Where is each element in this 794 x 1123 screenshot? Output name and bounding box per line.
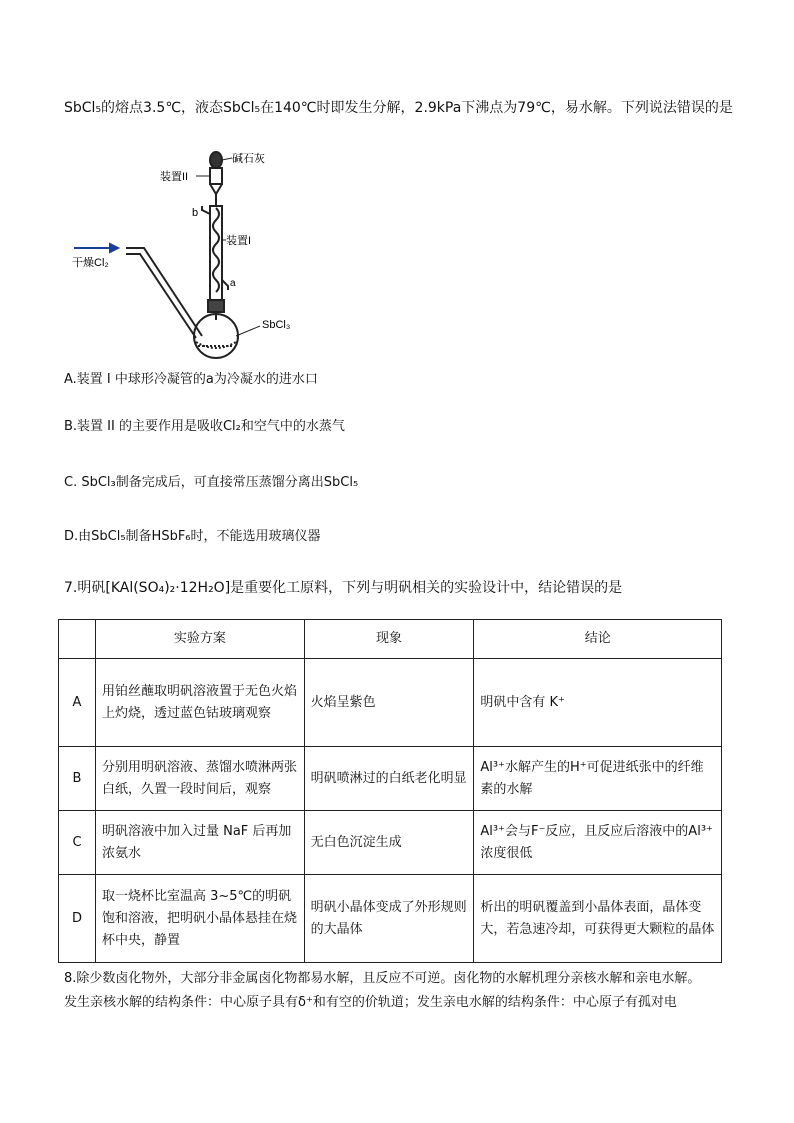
header-phenomenon: 现象 — [304, 620, 474, 659]
row-conclusion: Al³⁺会与F⁻反应，且反应后溶液中的Al³⁺浓度很低 — [474, 811, 722, 875]
round-flask — [194, 300, 238, 358]
row-label: C — [59, 811, 96, 875]
row-conclusion: 析出的明矾覆盖到小晶体表面，晶体变大，若急速冷却，可获得更大颗粒的晶体 — [474, 875, 722, 963]
row-phenomenon: 明矾喷淋过的白纸老化明显 — [304, 747, 474, 811]
header-plan: 实验方案 — [95, 620, 304, 659]
row-phenomenon: 火焰呈紫色 — [304, 659, 474, 747]
table-row — [59, 747, 722, 811]
header-blank — [59, 620, 96, 659]
label-device-1: 装置I — [226, 235, 252, 247]
question-8-line-2: 发生亲核水解的结构条件：中心原子具有δ⁺和有空的价轨道；发生亲电水解的结构条件：中心原子有孤对电 — [64, 995, 677, 1010]
label-port-b: b — [192, 207, 199, 219]
label-sbcl3: SbCl₃ — [262, 319, 291, 331]
experiment-table — [58, 619, 722, 963]
row-plan: 取一烧杯比室温高 3~5℃的明矾饱和溶液，把明矾小晶体悬挂在烧杯中央，静置 — [95, 875, 304, 963]
row-phenomenon: 明矾小晶体变成了外形规则的大晶体 — [304, 875, 474, 963]
label-dry-cl2: 干燥Cl₂ — [72, 257, 109, 269]
option-b: B.装置 II 的主要作用是吸收Cl₂和空气中的水蒸气 — [64, 419, 345, 434]
apparatus-figure — [64, 140, 304, 360]
inlet-tube — [126, 248, 202, 338]
header-conclusion: 结论 — [474, 620, 722, 659]
row-plan: 分别用明矾溶液、蒸馏水喷淋两张白纸，久置一段时间后，观察 — [95, 747, 304, 811]
table-row — [59, 659, 722, 747]
drying-tube — [210, 152, 222, 206]
table-header-row — [59, 620, 722, 659]
inlet-arrow — [74, 244, 118, 252]
row-plan: 明矾溶液中加入过量 NaF 后再加浓氨水 — [95, 811, 304, 875]
row-phenomenon: 无白色沉淀生成 — [304, 811, 474, 875]
row-plan: 用铂丝蘸取明矾溶液置于无色火焰上灼烧，透过蓝色钴玻璃观察 — [95, 659, 304, 747]
question-7-stem: 7.明矾[KAl(SO₄)₂·12H₂O]是重要化工原料，下列与明矾相关的实验设计中，结论错误的是 — [64, 580, 623, 596]
label-device-2: 装置II — [160, 171, 189, 183]
option-c: C. SbCl₃制备完成后，可直接常压蒸馏分离出SbCl₅ — [64, 475, 359, 490]
table-row — [59, 811, 722, 875]
question-6-stem: SbCl₅的熔点3.5℃，液态SbCl₅在140℃时即发生分解，2.9kPa下沸点为79℃，易水解。下列说法错误的是 — [64, 100, 733, 116]
option-d: D.由SbCl₅制备HSbF₆时，不能选用玻璃仪器 — [64, 529, 321, 544]
option-a: A.装置 I 中球形冷凝管的a为冷凝水的进水口 — [64, 372, 318, 387]
question-8-line-1: 8.除少数卤化物外，大部分非金属卤化物都易水解，且反应不可逆。卤化物的水解机理分亲核水解和亲电水解。 — [64, 971, 701, 986]
label-port-a: a — [230, 278, 236, 289]
row-conclusion: Al³⁺水解产生的H⁺可促进纸张中的纤维素的水解 — [474, 747, 722, 811]
row-conclusion: 明矾中含有 K⁺ — [474, 659, 722, 747]
table-row — [59, 875, 722, 963]
row-label: D — [59, 875, 96, 963]
row-label: B — [59, 747, 96, 811]
row-label: A — [59, 659, 96, 747]
label-soda-lime: 碱石灰 — [232, 153, 265, 165]
